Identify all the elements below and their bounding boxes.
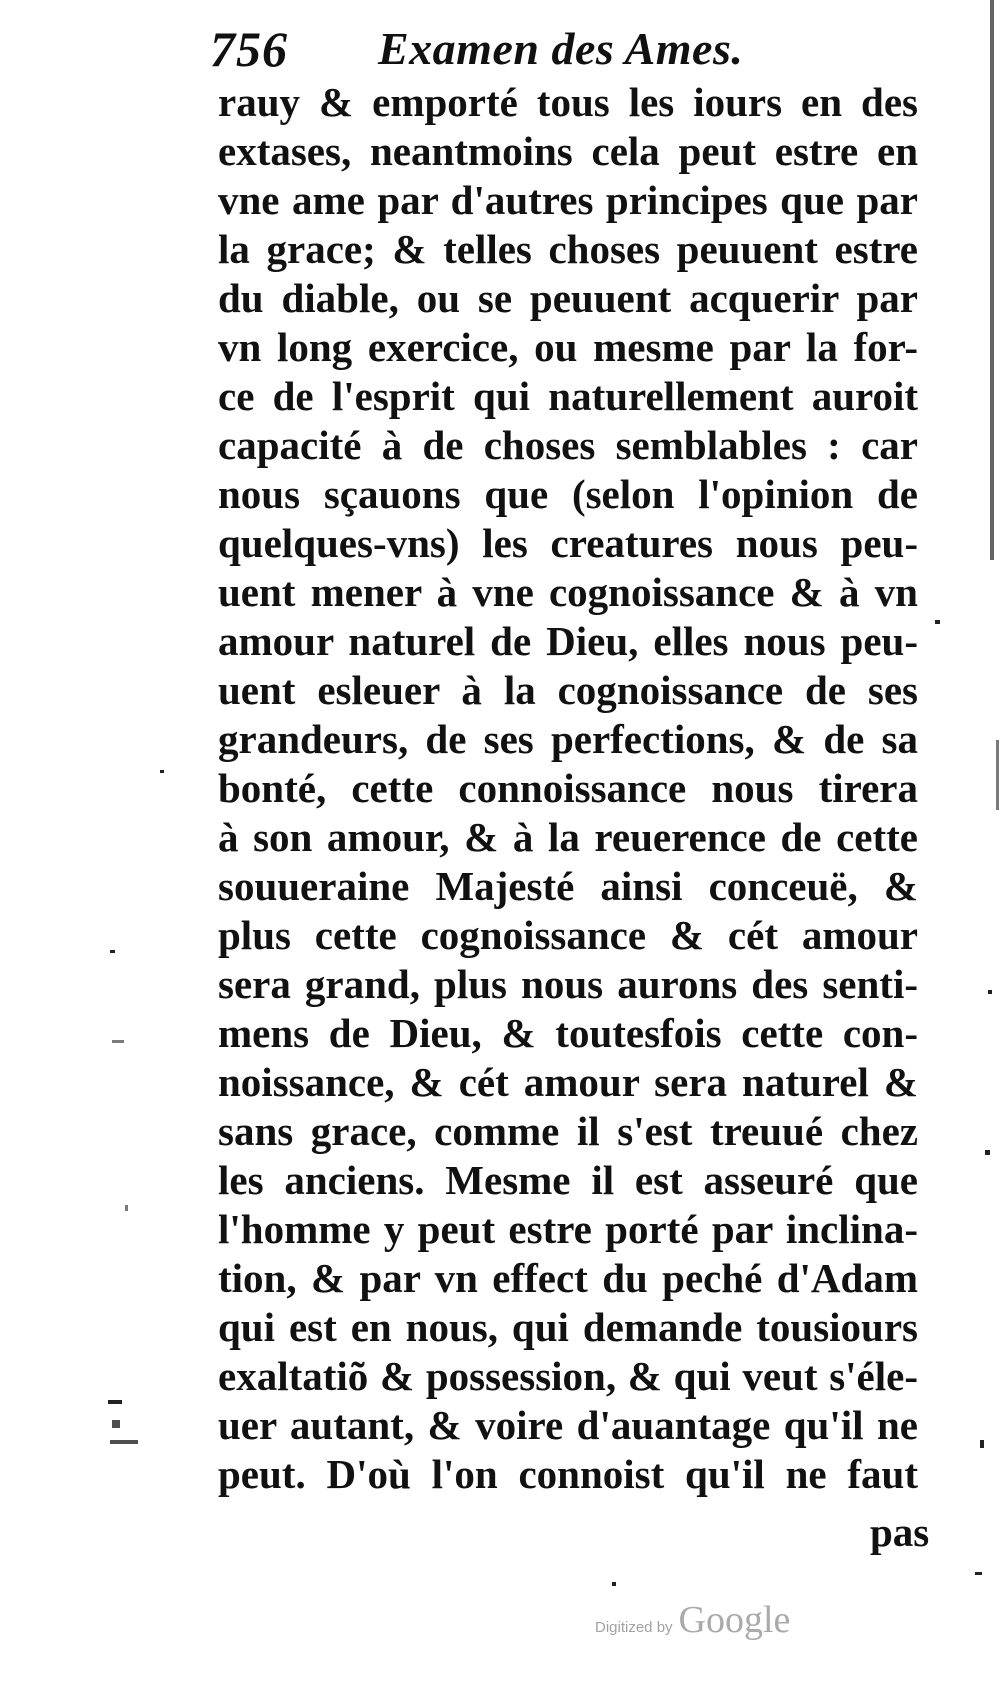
page-number: 756	[210, 21, 288, 77]
text-line: souueraine Majesté ainsi conceuë, &	[218, 863, 918, 909]
scan-speck	[985, 1150, 990, 1155]
text-line: l'homme y peut estre porté par inclina-	[218, 1206, 918, 1252]
text-line: tion, & par vn effect du peché d'Adam	[218, 1255, 918, 1301]
text-line: sera grand, plus nous aurons des senti-	[218, 961, 918, 1007]
text-line: qui est en nous, qui demande tousiours	[218, 1304, 918, 1350]
text-line: capacité à de choses semblables : car	[218, 422, 918, 468]
text-line: quelques-vns) les creatures nous peu-	[218, 520, 918, 566]
scan-speck	[125, 1205, 128, 1211]
text-line: sans grace, comme il s'est treuué chez	[218, 1108, 918, 1154]
text-line: plus cette cognoissance & cét amour	[218, 912, 918, 958]
text-line: la grace; & telles choses peuuent estre	[218, 226, 918, 272]
text-line: bonté, cette connoissance nous tirera	[218, 765, 918, 811]
body-text	[218, 78, 918, 1499]
text-line: vne ame par d'autres principes que par	[218, 177, 918, 223]
scan-speck	[980, 1440, 984, 1448]
text-line: uent esleuer à la cognoissance de ses	[218, 667, 918, 713]
text-line: mens de Dieu, & toutesfois cette con-	[218, 1010, 918, 1056]
scan-speck	[112, 1420, 120, 1428]
catchword: pas	[870, 1509, 930, 1555]
text-line: extases, neantmoins cela peut estre en	[218, 128, 918, 174]
watermark-prefix: Digitized by	[595, 1619, 673, 1636]
text-line: uer autant, & voire d'auantage qu'il ne	[218, 1402, 918, 1448]
text-line: amour naturel de Dieu, elles nous peu-	[218, 618, 918, 664]
scan-speck	[988, 990, 992, 994]
text-line: rauy & emporté tous les iours en des	[218, 79, 918, 125]
digitized-by-google-watermark	[595, 1598, 790, 1648]
text-line: les anciens. Mesme il est asseuré que	[218, 1157, 918, 1203]
google-logo: Google	[678, 1599, 791, 1641]
text-line: noissance, & cét amour sera naturel &	[218, 1059, 918, 1105]
text-line: exaltatiõ & possession, & qui veut s'éle-	[218, 1353, 918, 1399]
text-line: nous sçauons que (selon l'opinion de	[218, 471, 918, 517]
scan-speck	[160, 770, 164, 773]
scan-speck	[935, 620, 940, 624]
running-title: Examen des Ames.	[378, 23, 744, 74]
scan-speck	[975, 1572, 982, 1575]
text-line: du diable, ou se peuuent acquerir par	[218, 275, 918, 321]
text-line: uent mener à vne cognoissance & à vn	[218, 569, 918, 615]
right-margin-bar-lower	[996, 740, 999, 810]
text-line: à son amour, & à la reuerence de cette	[218, 814, 918, 860]
text-line: ce de l'esprit qui naturellement auroit	[218, 373, 918, 419]
page-header	[210, 20, 770, 80]
text-line: grandeurs, de ses perfections, & de sa	[218, 716, 918, 762]
text-line: peut. D'où l'on connoist qu'il ne faut	[218, 1451, 918, 1497]
scan-speck	[110, 1440, 138, 1444]
scan-speck	[612, 1582, 616, 1586]
text-line: vn long exercice, ou mesme par la for-	[218, 324, 918, 370]
scan-speck	[110, 950, 115, 953]
scan-speck	[108, 1400, 122, 1404]
right-margin-bar	[990, 0, 994, 560]
scan-speck	[112, 1040, 124, 1043]
